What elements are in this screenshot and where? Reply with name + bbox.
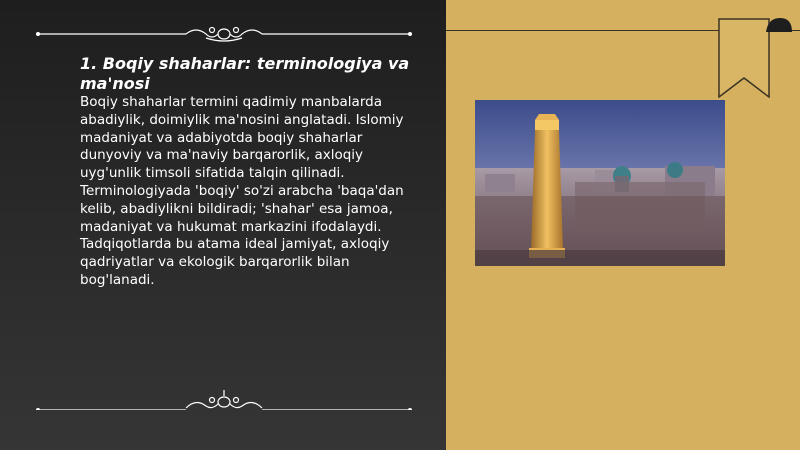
bottom-ornament-divider bbox=[36, 390, 412, 410]
scroll-flourish-icon bbox=[186, 390, 262, 408]
top-ornament-divider bbox=[36, 24, 412, 44]
slide-body-text: Boqiy shaharlar termini qadimiy manbalarda abadiylik, doimiylik ma'nosini anglatadi. Islomiy madaniyat va adabiyotda boqiy shaharlar dunyoviy va ma'naviy barqarorlik, axloqiy uyg'unlik timsoli sifatida talqin qilinadi. Terminologiyada 'boqiy' so'zi arabcha 'baqa'dan kelib, abadiylikni bildiradi; 'shahar' esa jamoa, madaniyat va hukumat markazini ifodalaydi. Tadqiqotlarda bu atama ideal jamiyat, axloqiy qadriyatlar va ekologik barqarorlik bilan bog'lanadi. bbox=[80, 94, 404, 288]
slide-title: 1. Boqiy shaharlar: terminologiya va ma'nosi bbox=[80, 54, 410, 93]
scroll-flourish-icon bbox=[186, 28, 262, 42]
page-curl-icon bbox=[766, 18, 792, 32]
city-minaret-photo bbox=[475, 100, 725, 266]
bookmark-ribbon-icon bbox=[718, 18, 770, 98]
